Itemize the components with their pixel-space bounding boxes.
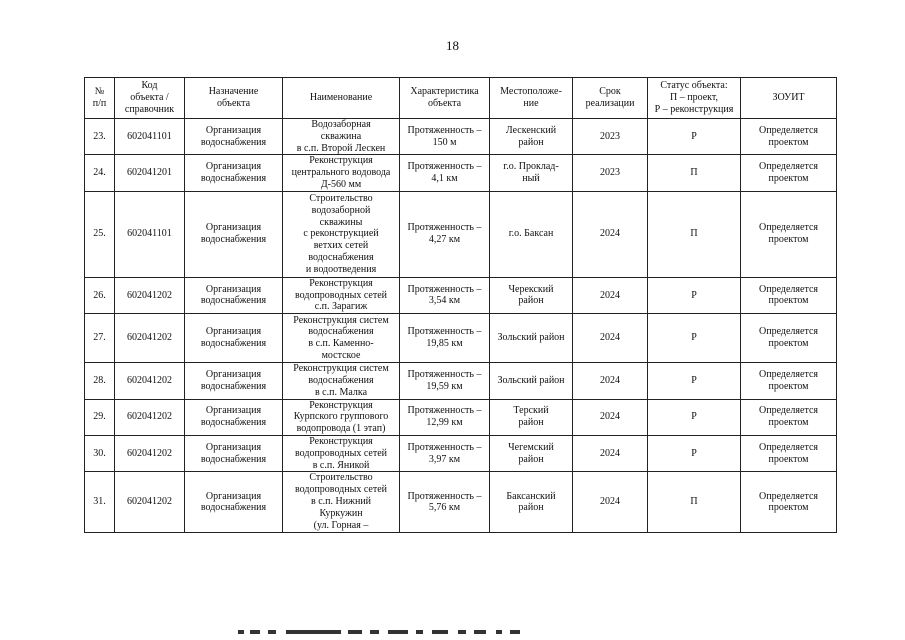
cell-name: Реконструкция водопроводных сетей с.п. Зарагиж bbox=[283, 277, 400, 313]
cell-number: 27. bbox=[85, 314, 115, 363]
cell-term: 2024 bbox=[573, 399, 648, 435]
table-row bbox=[85, 399, 837, 435]
scan-artifact-marks bbox=[238, 630, 528, 636]
table-header-row bbox=[85, 78, 837, 119]
cell-number: 29. bbox=[85, 399, 115, 435]
cell-status: П bbox=[648, 191, 741, 277]
cell-characteristic: Протяженность – 4,27 км bbox=[400, 191, 490, 277]
cell-name: Реконструкция систем водоснабжения в с.п. Малка bbox=[283, 363, 400, 399]
cell-number: 26. bbox=[85, 277, 115, 313]
table-row bbox=[85, 119, 837, 155]
header-characteristic: Характеристика объекта bbox=[400, 78, 490, 119]
cell-purpose: Организация водоснабжения bbox=[185, 435, 283, 471]
cell-purpose: Организация водоснабжения bbox=[185, 155, 283, 191]
cell-name: Реконструкция систем водоснабжения в с.п. Каменно- мостское bbox=[283, 314, 400, 363]
cell-characteristic: Протяженность – 150 м bbox=[400, 119, 490, 155]
header-name: Наименование bbox=[283, 78, 400, 119]
cell-characteristic: Протяженность – 19,59 км bbox=[400, 363, 490, 399]
table-row bbox=[85, 435, 837, 471]
cell-zouit: Определяется проектом bbox=[741, 155, 837, 191]
table-row bbox=[85, 191, 837, 277]
cell-status: Р bbox=[648, 399, 741, 435]
cell-term: 2024 bbox=[573, 314, 648, 363]
cell-code: 602041201 bbox=[115, 155, 185, 191]
cell-zouit: Определяется проектом bbox=[741, 277, 837, 313]
header-number: № п/п bbox=[85, 78, 115, 119]
cell-number: 28. bbox=[85, 363, 115, 399]
table-row bbox=[85, 363, 837, 399]
cell-location: г.о. Проклад- ный bbox=[490, 155, 573, 191]
cell-status: Р bbox=[648, 435, 741, 471]
cell-status: П bbox=[648, 155, 741, 191]
cell-term: 2023 bbox=[573, 155, 648, 191]
cell-name: Водозаборная скважина в с.п. Второй Лескен bbox=[283, 119, 400, 155]
table-row bbox=[85, 155, 837, 191]
cell-purpose: Организация водоснабжения bbox=[185, 363, 283, 399]
cell-characteristic: Протяженность – 3,97 км bbox=[400, 435, 490, 471]
cell-purpose: Организация водоснабжения bbox=[185, 119, 283, 155]
header-status: Статус объекта: П – проект, Р – реконструкция bbox=[648, 78, 741, 119]
cell-term: 2024 bbox=[573, 435, 648, 471]
cell-term: 2024 bbox=[573, 472, 648, 533]
cell-location: Зольский район bbox=[490, 314, 573, 363]
header-code: Код объекта / справочник bbox=[115, 78, 185, 119]
page-number: 18 bbox=[446, 38, 459, 53]
cell-name: Реконструкция водопроводных сетей в с.п. Яникой bbox=[283, 435, 400, 471]
header-location: Местоположе- ние bbox=[490, 78, 573, 119]
cell-term: 2024 bbox=[573, 277, 648, 313]
cell-purpose: Организация водоснабжения bbox=[185, 314, 283, 363]
cell-status: Р bbox=[648, 314, 741, 363]
cell-code: 602041101 bbox=[115, 191, 185, 277]
objects-table bbox=[84, 77, 837, 533]
cell-zouit: Определяется проектом bbox=[741, 363, 837, 399]
cell-code: 602041202 bbox=[115, 399, 185, 435]
cell-code: 602041202 bbox=[115, 277, 185, 313]
cell-name: Реконструкция центрального водовода Д-560 мм bbox=[283, 155, 400, 191]
cell-zouit: Определяется проектом bbox=[741, 435, 837, 471]
table-row bbox=[85, 314, 837, 363]
cell-purpose: Организация водоснабжения bbox=[185, 472, 283, 533]
table-row bbox=[85, 472, 837, 533]
cell-number: 25. bbox=[85, 191, 115, 277]
cell-location: Зольский район bbox=[490, 363, 573, 399]
header-purpose: Назначение объекта bbox=[185, 78, 283, 119]
cell-name: Строительство водопроводных сетей в с.п. Нижний Куркужин (ул. Горная – bbox=[283, 472, 400, 533]
cell-location: Терский район bbox=[490, 399, 573, 435]
cell-status: Р bbox=[648, 277, 741, 313]
table-row bbox=[85, 277, 837, 313]
cell-characteristic: Протяженность – 3,54 км bbox=[400, 277, 490, 313]
cell-zouit: Определяется проектом bbox=[741, 119, 837, 155]
cell-purpose: Организация водоснабжения bbox=[185, 399, 283, 435]
cell-number: 23. bbox=[85, 119, 115, 155]
cell-code: 602041101 bbox=[115, 119, 185, 155]
cell-number: 30. bbox=[85, 435, 115, 471]
cell-status: Р bbox=[648, 119, 741, 155]
cell-name: Строительство водозаборной скважины с реконструкцией ветхих сетей водоснабжения и водоотведения bbox=[283, 191, 400, 277]
header-zouit: ЗОУИТ bbox=[741, 78, 837, 119]
cell-location: Черекский район bbox=[490, 277, 573, 313]
cell-location: Чегемский район bbox=[490, 435, 573, 471]
cell-code: 602041202 bbox=[115, 435, 185, 471]
cell-status: П bbox=[648, 472, 741, 533]
cell-name: Реконструкция Курпского группового водопровода (1 этап) bbox=[283, 399, 400, 435]
cell-zouit: Определяется проектом bbox=[741, 472, 837, 533]
cell-characteristic: Протяженность – 12,99 км bbox=[400, 399, 490, 435]
cell-code: 602041202 bbox=[115, 472, 185, 533]
cell-number: 24. bbox=[85, 155, 115, 191]
cell-zouit: Определяется проектом bbox=[741, 191, 837, 277]
cell-term: 2024 bbox=[573, 363, 648, 399]
cell-zouit: Определяется проектом bbox=[741, 314, 837, 363]
cell-purpose: Организация водоснабжения bbox=[185, 191, 283, 277]
cell-location: Баксанский район bbox=[490, 472, 573, 533]
cell-term: 2023 bbox=[573, 119, 648, 155]
cell-zouit: Определяется проектом bbox=[741, 399, 837, 435]
cell-purpose: Организация водоснабжения bbox=[185, 277, 283, 313]
cell-characteristic: Протяженность – 5,76 км bbox=[400, 472, 490, 533]
cell-code: 602041202 bbox=[115, 363, 185, 399]
cell-code: 602041202 bbox=[115, 314, 185, 363]
cell-characteristic: Протяженность – 4,1 км bbox=[400, 155, 490, 191]
cell-number: 31. bbox=[85, 472, 115, 533]
cell-location: г.о. Баксан bbox=[490, 191, 573, 277]
cell-term: 2024 bbox=[573, 191, 648, 277]
cell-characteristic: Протяженность – 19,85 км bbox=[400, 314, 490, 363]
cell-location: Лескенский район bbox=[490, 119, 573, 155]
header-term: Срок реализации bbox=[573, 78, 648, 119]
cell-status: Р bbox=[648, 363, 741, 399]
